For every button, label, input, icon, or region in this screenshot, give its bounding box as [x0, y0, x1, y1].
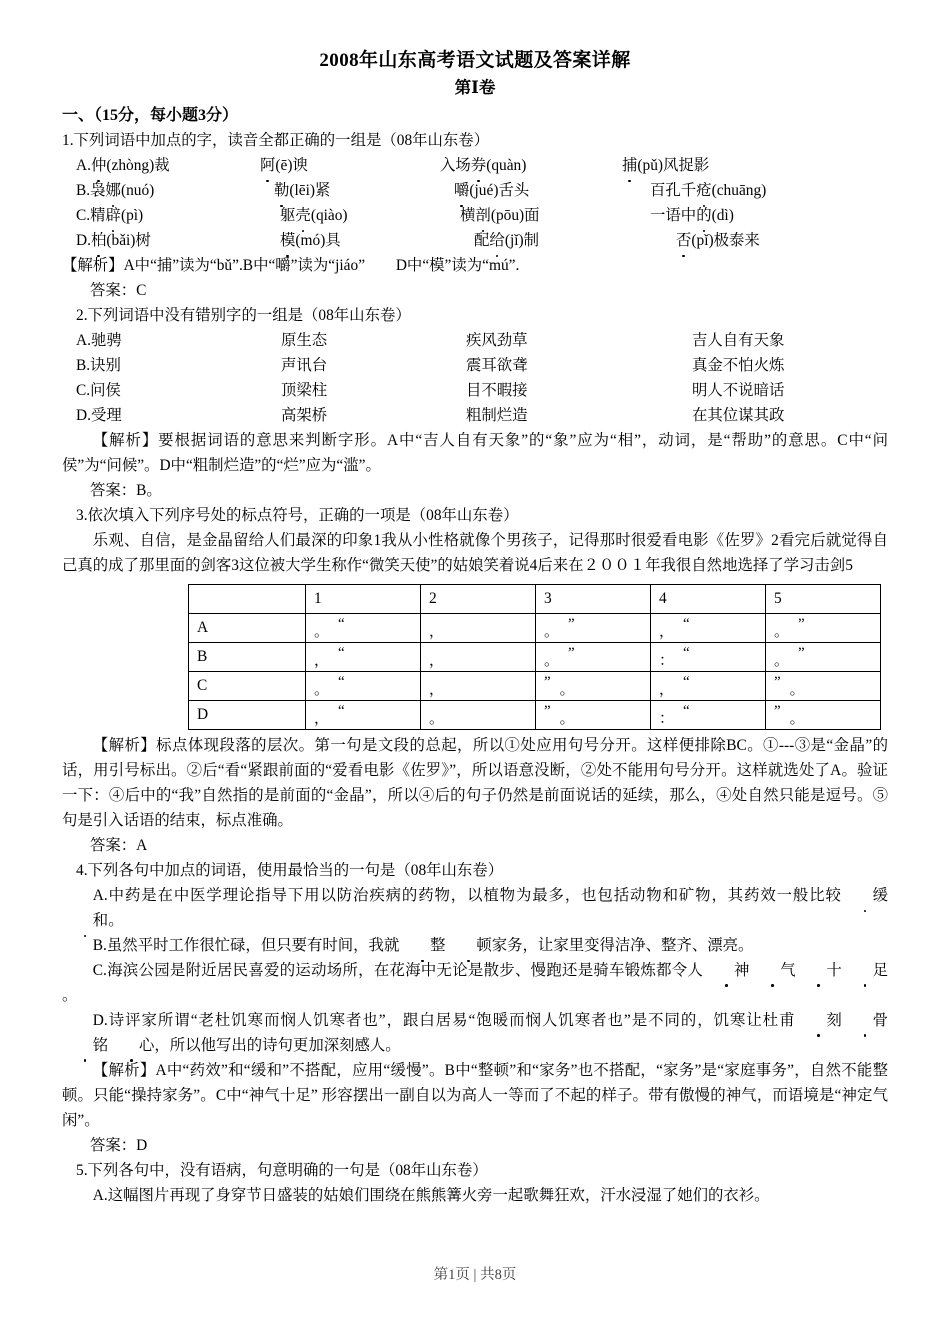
option-cell: C.问侯 — [76, 381, 121, 399]
option-cell: 模(mó)具 — [280, 229, 460, 254]
row-label: A — [189, 614, 306, 643]
page-footer: 第1页 | 共8页 — [433, 1267, 517, 1283]
option-cell: 躯壳(qiào) — [280, 204, 460, 229]
table-header-cell: 3 — [536, 585, 651, 614]
punct-cell: ， — [421, 614, 536, 643]
option-cell: B.袅娜(nuó) — [76, 179, 260, 204]
question-3-stem: 3.依次填入下列序号处的标点符号，正确的一项是（08年山东卷） — [76, 506, 519, 524]
punct-cell: ， — [421, 672, 536, 701]
punct-cell: ： “ — [651, 643, 766, 672]
option-cell: 目不暇接 — [466, 381, 528, 399]
punct-cell: ， “ — [306, 701, 421, 730]
question-1-option-b — [62, 179, 888, 204]
option-cell: C.精辟(pì) — [76, 204, 260, 229]
table-header-cell — [189, 585, 306, 614]
punct-cell: 。 ” — [536, 614, 651, 643]
option-cell: 勒(lēi)紧 — [274, 179, 454, 204]
option-cell: B.诀别 — [76, 356, 121, 374]
table-row — [189, 643, 881, 672]
option-cell: 横剖(pōu)面 — [460, 204, 642, 229]
question-4-analysis: 【解析】A中“药效”和“缓和”不搭配，应用“缓慢”。B中“整顿”和“家务”也不搭配，“家务”是“家庭事务”，自然不能整顿。只能“操持家务”。C中“神气十足” 形容摆出一副自以为高人一等而了不起的样子。带有傲慢的神气，而语境是“神定气闲”。 — [62, 1061, 888, 1129]
page-title: 2008年山东高考语文试题及答案详解 — [319, 50, 631, 71]
punct-cell: ” 。 — [766, 672, 881, 701]
question-1-option-c — [62, 204, 888, 229]
option-cell: 震耳欲聋 — [466, 356, 528, 374]
punct-cell: ， “ — [651, 614, 766, 643]
question-2-answer: 答案：B。 — [90, 481, 162, 499]
option-cell: 一语中的(dì) — [650, 204, 734, 229]
option-cell: D.柏(bǎi)树 — [76, 229, 260, 254]
punctuation-table — [188, 584, 881, 730]
question-1-answer: 答案：C — [90, 282, 147, 300]
question-1-option-d — [62, 229, 888, 254]
table-header-cell: 4 — [651, 585, 766, 614]
question-1-analysis: 【解析】A中“捕”读为“bǔ”.B中“嚼”读为“jiáo” D中“模”读为“mú”. — [62, 257, 520, 275]
question-3-analysis: 【解析】标点体现段落的层次。第一句是文段的总起，所以①处应用句号分开。这样便排除BC。①---③是“金晶”的话，用引号标出。②后“看“紧跟前面的“爱看电影《佐罗》”，所以语意没断，②处不能用句号分开。这样就选处了A。验证一下：④后中的“我”自然指的是前面的“金晶”，所以④后的句子仍然是前面说话的延续，那么，④处自然只能是逗号。⑤句是引入话语的结束，标点准确。 — [62, 737, 888, 830]
option-cell: 粗制烂造 — [466, 406, 528, 424]
option-cell: 顶梁柱 — [281, 381, 328, 399]
row-label: D — [189, 701, 306, 730]
question-2-stem: 2.下列词语中没有错别字的一组是（08年山东卷） — [76, 306, 411, 324]
option-cell: 声讯台 — [281, 356, 328, 374]
punct-cell: 。 ” — [766, 614, 881, 643]
punct-cell: ” 。 — [766, 701, 881, 730]
question-4-option-a: A.中药是在中医学理论指导下用以防治疾病的药物，以植物为最多，也包括动物和矿物，其药效一般比较 缓和。 — [62, 884, 888, 934]
option-cell: 原生态 — [281, 331, 328, 349]
punct-cell: 。 — [421, 701, 536, 730]
question-2-option-a — [62, 329, 888, 354]
table-header-row — [189, 585, 881, 614]
option-cell: 明人不说暗话 — [692, 381, 785, 399]
table-header-cell: 1 — [306, 585, 421, 614]
question-4-option-c: C.海滨公园是附近居民喜爱的运动场所，在花海中无论是散步、慢跑还是骑车锻炼都令人 神 气 十 足。 — [62, 959, 888, 1009]
table-header-cell: 5 — [766, 585, 881, 614]
section-heading: 一、（15分，每小题3分） — [62, 107, 239, 125]
option-cell: 在其位谋其政 — [692, 406, 785, 424]
row-label: C — [189, 672, 306, 701]
punct-cell: ， “ — [651, 672, 766, 701]
option-cell: D.受理 — [76, 406, 122, 424]
table-header-cell: 2 — [421, 585, 536, 614]
option-cell: A.驰骋 — [76, 331, 122, 349]
option-cell: 真金不怕火炼 — [692, 356, 785, 374]
row-label: B — [189, 643, 306, 672]
option-cell: 入场券(quàn) — [440, 154, 622, 179]
option-cell: 否(pǐ)极泰来 — [676, 229, 760, 254]
punct-cell: ： “ — [651, 701, 766, 730]
option-cell: 疾风劲草 — [466, 331, 528, 349]
punctuation-table-wrapper — [188, 584, 888, 730]
option-cell: 百孔千疮(chuāng) — [650, 179, 766, 204]
option-label-text: A.仲(zhòng)裁 — [76, 154, 260, 179]
question-4-answer: 答案：D — [90, 1136, 148, 1154]
question-4-option-d: D.诗评家所谓“老杜饥寒而悯人饥寒者也”，跟白居易“饱暖而悯人饥寒者也”是不同的，饥寒让杜甫 刻 骨铭 心，所以他写出的诗句更加深刻感人。 — [62, 1009, 888, 1059]
question-3-passage: 乐观、自信，是金晶留给人们最深的印象1我从小性格就像个男孩子，记得那时很爱看电影《佐罗》2看完后就觉得自己真的成了那里面的剑客3这位被大学生称作“微笑天使”的姑娘笑着说4后来在２００１年我很自然地选择了学习击剑5 — [62, 531, 888, 574]
question-2-option-d — [62, 404, 888, 429]
question-5-stem: 5.下列各句中，没有语病，句意明确的一句是（08年山东卷） — [76, 1161, 488, 1179]
punct-cell: 。 ” — [536, 643, 651, 672]
question-5-option-a: A.这幅图片再现了身穿节日盛装的姑娘们围绕在熊熊篝火旁一起歌舞狂欢，汗水浸湿了她们的衣衫。 — [92, 1186, 770, 1204]
question-2-analysis: 【解析】要根据词语的意思来判断字形。A中“吉人自有天象”的“象”应为“相”，动词，是“帮助”的意思。C中“问侯”为“问候”。D中“粗制烂造”的“烂”应为“滥”。 — [62, 431, 888, 474]
table-row — [189, 701, 881, 730]
question-4-stem: 4.下列各句中加点的词语，使用最恰当的一句是（08年山东卷） — [76, 862, 504, 880]
option-cell: 阿(ē)谀 — [260, 154, 440, 179]
question-2-option-b — [62, 354, 888, 379]
punct-cell: ， — [421, 643, 536, 672]
punct-cell: 。 “ — [306, 672, 421, 701]
table-row — [189, 672, 881, 701]
punct-cell: 。 “ — [306, 614, 421, 643]
question-2-option-c — [62, 379, 888, 404]
option-cell: 配给(jǐ)制 — [474, 229, 656, 254]
option-cell: 高架桥 — [281, 406, 328, 424]
question-3-answer: 答案：A — [90, 837, 148, 855]
question-4-option-b: B.虽然平时工作很忙碌，但只要有时间，我就 整 顿家务，让家里变得洁净、整齐、漂亮。 — [62, 934, 888, 959]
option-cell: 嚼(jué)舌头 — [454, 179, 636, 204]
page-subtitle: 第Ⅰ卷 — [454, 77, 496, 97]
option-cell: 吉人自有天象 — [692, 331, 785, 349]
question-1-stem: 1.下列词语中加点的字，读音全都正确的一组是（08年山东卷） — [62, 132, 490, 150]
option-cell: 捕(pǔ)风捉影 — [622, 154, 709, 179]
punct-cell: ” 。 — [536, 672, 651, 701]
punct-cell: ， “ — [306, 643, 421, 672]
punct-cell: 。 ” — [766, 643, 881, 672]
table-row — [189, 614, 881, 643]
question-1-option-a — [62, 154, 888, 179]
punct-cell: ” 。 — [536, 701, 651, 730]
